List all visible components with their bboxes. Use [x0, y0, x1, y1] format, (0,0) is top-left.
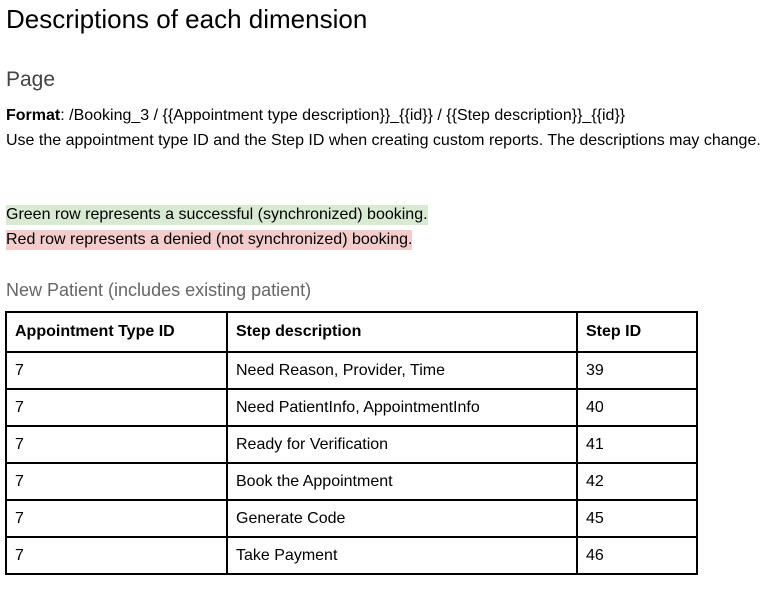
- cell-appointment-type-id: 7: [6, 537, 227, 574]
- cell-step-id: 45: [577, 500, 697, 537]
- format-label: Format: [6, 107, 61, 124]
- cell-appointment-type-id: 7: [6, 463, 227, 500]
- cell-step-description: Book the Appointment: [227, 463, 577, 500]
- table-caption: New Patient (includes existing patient): [6, 280, 312, 300]
- table-row: [6, 463, 697, 500]
- header-step-description: Step description: [227, 312, 577, 352]
- page-title: Descriptions of each dimension: [6, 4, 368, 34]
- table-row: [6, 500, 697, 537]
- steps-table: [5, 311, 698, 575]
- cell-appointment-type-id: 7: [6, 389, 227, 426]
- legend-green-text: Green row represents a successful (synchronized) booking.: [6, 206, 428, 223]
- cell-step-description: Need PatientInfo, AppointmentInfo: [227, 389, 577, 426]
- legend-green-line: [6, 203, 428, 226]
- cell-step-description: Need Reason, Provider, Time: [227, 352, 577, 389]
- format-line: [6, 104, 625, 128]
- cell-appointment-type-id: 7: [6, 426, 227, 463]
- section-heading: Page: [6, 68, 56, 91]
- table-row: [6, 389, 697, 426]
- format-value: : /Booking_3 / {{Appointment type description}}_{{id}} / {{Step description}}_{{id}}: [60, 107, 626, 124]
- table-row: [6, 352, 697, 389]
- cell-step-id: 41: [577, 426, 697, 463]
- cell-step-description: Generate Code: [227, 500, 577, 537]
- table-header-row: [6, 312, 697, 352]
- cell-step-description: Ready for Verification: [227, 426, 577, 463]
- cell-step-id: 39: [577, 352, 697, 389]
- cell-step-id: 40: [577, 389, 697, 426]
- legend-red-text: Red row represents a denied (not synchronized) booking.: [6, 231, 413, 248]
- legend-red-line: [6, 228, 412, 251]
- cell-step-id: 46: [577, 537, 697, 574]
- table-row: [6, 537, 697, 574]
- cell-step-id: 42: [577, 463, 697, 500]
- cell-step-description: Take Payment: [227, 537, 577, 574]
- header-appointment-type-id: Appointment Type ID: [6, 312, 227, 352]
- cell-appointment-type-id: 7: [6, 352, 227, 389]
- table-row: [6, 426, 697, 463]
- cell-appointment-type-id: 7: [6, 500, 227, 537]
- usage-text: Use the appointment type ID and the Step ID when creating custom reports. The descriptions may change.: [6, 132, 761, 149]
- header-step-id: Step ID: [577, 312, 697, 352]
